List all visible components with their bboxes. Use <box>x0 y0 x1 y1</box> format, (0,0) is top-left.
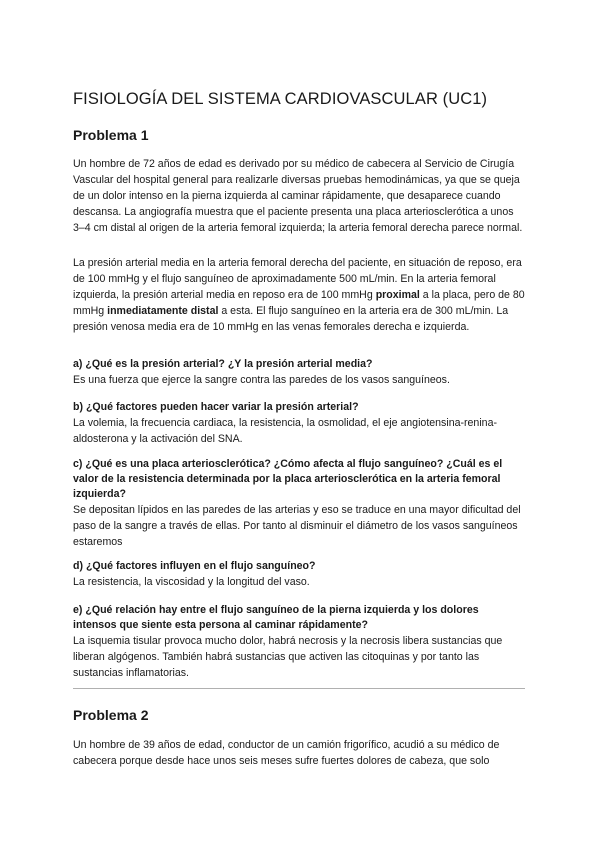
problem-2-heading: Problema 2 <box>73 707 149 723</box>
problem-1-data-text: La presión arterial media en la arteria femoral derecha del paciente, en situación de reposo, era de 100 mmHg y el flujo sanguíneo de aproximadamente 500 mL/min. En la arteria femoral izquierda, la presión arterial media en reposo era de 100 mmHg <box>73 257 522 301</box>
problem-1-heading: Problema 1 <box>73 127 149 143</box>
answer-c: Se depositan lípidos en las paredes de las arterias y eso se traduce en una mayor dificultad del paso de la sangre a través de ellas. Por tanto al disminuir el diámetro de los vasos sanguíneos estaremos <box>73 504 521 548</box>
answer-d: La resistencia, la viscosidad y la longitud del vaso. <box>73 576 310 588</box>
problem-1-intro: Un hombre de 72 años de edad es derivado por su médico de cabecera al Servicio de Cirugía Vascular del hospital general para realizarle diversas pruebas hemodinámicas, ya que se queja de un dolor intenso en la pierna izquierda al caminar rápidamente, que desaparece cuando descansa. La angiografía muestra que el paciente presenta una placa arteriosclerótica a unos 3–4 cm distal al origen de la arteria femoral izquierda; la arteria femoral derecha parece normal. <box>73 158 523 234</box>
distal-emphasis: inmediatamente distal <box>107 305 219 317</box>
answer-a: Es una fuerza que ejerce la sangre contra las paredes de los vasos sanguíneos. <box>73 374 450 386</box>
section-divider <box>73 688 525 689</box>
answer-b: La volemia, la frecuencia cardiaca, la resistencia, la osmolidad, el eje angiotensina-renina-aldosterona y la activación del SNA. <box>73 417 497 445</box>
question-a: a) ¿Qué es la presión arterial? ¿Y la presión arterial media? <box>73 358 373 370</box>
problem-1-data-text: a esta. El flujo sanguíneo en la arteria era de 300 mL/min. La presión venosa media era de 10 mmHg en las venas femorales derecha e izquierda. <box>73 305 509 333</box>
problem-2-intro: Un hombre de 39 años de edad, conductor de un camión frigorífico, acudió a su médico de cabecera porque desde hace unos seis meses sufre fuertes dolores de cabeza, que solo <box>73 739 500 767</box>
question-c: c) ¿Qué es una placa arteriosclerótica? ¿Cómo afecta al flujo sanguíneo? ¿Cuál es el valor de la resistencia determinada por la placa arteriosclerótica en la arteria femoral izquierda? <box>73 458 503 500</box>
answer-e: La isquemia tisular provoca mucho dolor, habrá necrosis y la necrosis libera sustancias que liberan algógenos. También habrá sustancias que activen las citoquinas y por tanto las sustancias inflamatorias. <box>73 635 503 679</box>
question-e: e) ¿Qué relación hay entre el flujo sanguíneo de la pierna izquierda y los dolores intensos que siente esta persona al caminar rápidamente? <box>73 604 479 631</box>
problem-1-data-text: a la placa, pero de 80 mmHg <box>73 289 525 317</box>
question-b: b) ¿Qué factores pueden hacer variar la presión arterial? <box>73 401 359 413</box>
question-d: d) ¿Qué factores influyen en el flujo sanguíneo? <box>73 560 316 572</box>
problem-1-data <box>73 255 525 335</box>
document-title: FISIOLOGÍA DEL SISTEMA CARDIOVASCULAR (UC1) <box>73 90 488 108</box>
proximal-emphasis: proximal <box>375 289 420 301</box>
